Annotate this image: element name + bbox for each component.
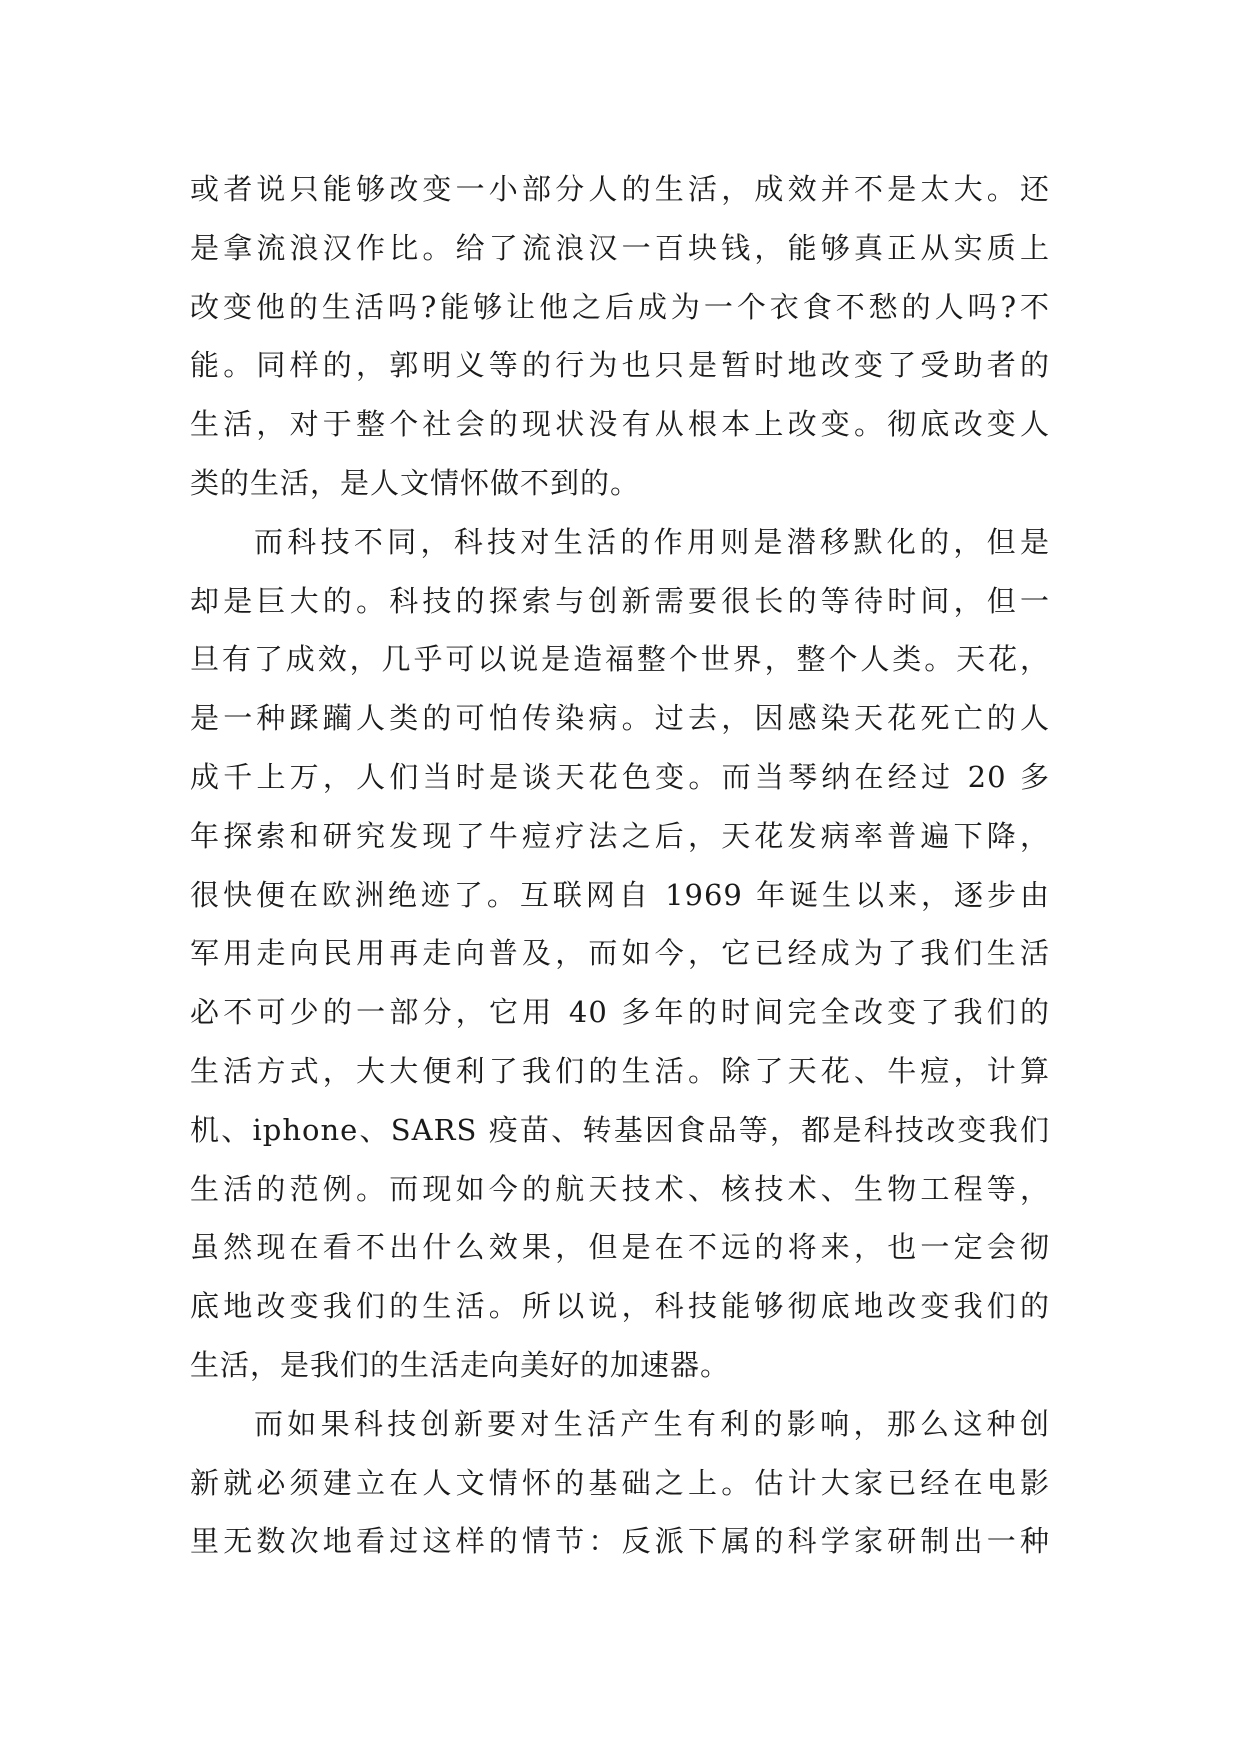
text-line: 类的生活，是人文情怀做不到的。: [190, 465, 641, 500]
text-line: 生活，对于整个社会的现状没有从根本上改变。彻底改变人: [190, 407, 1050, 442]
text-line: 新就必须建立在人文情怀的基础之上。估计大家已经在电影: [190, 1465, 1050, 1500]
text-line: 军用走向民用再走向普及，而如今，它已经成为了我们生活: [190, 936, 1050, 971]
text-line: 生活，是我们的生活走向美好的加速器。: [190, 1347, 731, 1382]
text-line: 很快便在欧洲绝迹了。互联网自 1969 年诞生以来，逐步由: [190, 877, 1050, 912]
text-line: 旦有了成效，几乎可以说是造福整个世界，整个人类。天花，: [190, 642, 1050, 677]
text-line: 却是巨大的。科技的探索与创新需要很长的等待时间，但一: [190, 583, 1050, 618]
text-line: 里无数次地看过这样的情节：反派下属的科学家研制出一种: [190, 1524, 1050, 1559]
paragraph-first-line: 而如果科技创新要对生活产生有利的影响，那么这种创: [254, 1406, 1050, 1441]
text-line: 生活的范例。而现如今的航天技术、核技术、生物工程等，: [190, 1171, 1050, 1206]
text-line: 是一种蹂躏人类的可怕传染病。过去，因感染天花死亡的人: [190, 701, 1050, 736]
text-line: 生活方式，大大便利了我们的生活。除了天花、牛痘，计算: [190, 1053, 1050, 1088]
text-line: 能。同样的，郭明义等的行为也只是暂时地改变了受助者的: [190, 348, 1050, 383]
text-line: 虽然现在看不出什么效果，但是在不远的将来，也一定会彻: [190, 1230, 1050, 1265]
text-line: 改变他的生活吗?能够让他之后成为一个衣食不愁的人吗?不: [190, 289, 1050, 324]
paragraph-first-line: 而科技不同，科技对生活的作用则是潜移默化的，但是: [254, 524, 1050, 559]
text-line: 年探索和研究发现了牛痘疗法之后，天花发病率普遍下降，: [190, 818, 1050, 853]
text-line: 机、iphone、SARS 疫苗、转基因食品等，都是科技改变我们: [190, 1112, 1050, 1147]
text-line: 或者说只能够改变一小部分人的生活，成效并不是太大。还: [190, 172, 1050, 206]
text-line: 必不可少的一部分，它用 40 多年的时间完全改变了我们的: [190, 995, 1050, 1030]
body-text: [190, 160, 1050, 1571]
text-line: 底地改变我们的生活。所以说，科技能够彻底地改变我们的: [190, 1289, 1050, 1324]
text-line: 是拿流浪汉作比。给了流浪汉一百块钱，能够真正从实质上: [190, 230, 1050, 265]
text-line: 成千上万，人们当时是谈天花色变。而当琴纳在经过 20 多: [190, 759, 1050, 794]
